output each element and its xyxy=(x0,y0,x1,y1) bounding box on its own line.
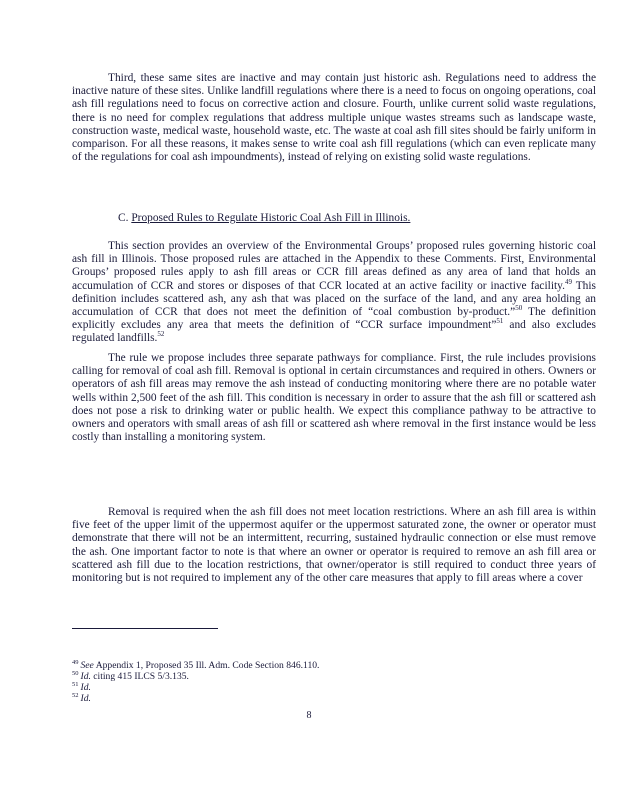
footnote-number: 49 xyxy=(72,658,79,666)
paragraph-third-point: Third, these same sites are inactive and may contain just historic ash. Regulations need to address the inactive nature of these sites. Unlike landfill regulations where there is a need to focus on ongoing operations, coal ash fill regulations need to focus on corrective action and closure. Fourth, unlike current solid waste regulations, there is no need for complex regulations that address multiple unique wastes streams such as landscape waste, construction waste, medical waste, household waste, etc. The waste at coal ash fill sites should be fairly uniform in comparison. For all these reasons, it makes sense to write coal ash fill regulations (which can even replicate many of the regulations for coal ash impoundments), instead of relying on existing solid waste regulations. xyxy=(72,72,596,164)
footnote-number: 50 xyxy=(72,669,79,677)
footnotes xyxy=(72,660,572,704)
footnote-italic: Id. xyxy=(80,682,91,693)
paragraph-overview xyxy=(72,240,596,346)
footnote-text: Appendix 1, Proposed 35 Ill. Adm. Code Section 846.110. xyxy=(93,660,320,671)
paragraph-compliance-pathways: The rule we propose includes three separate pathways for compliance. First, the rule includes provisions calling for removal of coal ash fill. Removal is optional in certain circumstances and required in others. Owners or operators of ash fill areas may remove the ash instead of conducting monitoring where there are no potable water wells within 2,500 feet of the ash fill. This condition is necessary in order to assure that the ash fill or scattered ash does not pose a risk to drinking water or public health. We expect this compliance pathway to be attractive to owners and operators with small areas of ash fill or scattered ash where removal in the first instance would be less costly than installing a monitoring system. xyxy=(72,352,596,444)
overview-text-c: The definition explicitly excludes any area that meets the definition of “CCR surface impoundment” xyxy=(72,306,597,332)
overview-text-a: This section provides an overview of the Environmental Groups’ proposed rules governing historic coal ash fill in Illinois. Those proposed rules are attached in the Appendix to these Comments. First, Environmental Groups’ proposed rules apply to ash fill areas or CCR fill areas defined as any area of land that holds an accumulation of CCR and stores or disposes of that CCR located at an active facility or inactive facility. xyxy=(72,240,596,292)
overview-text-d: and also excludes regulated landfills. xyxy=(72,319,596,345)
footnote-ref-50: 50 xyxy=(515,304,523,313)
footnote-ref-51: 51 xyxy=(496,317,504,326)
footnote-number: 52 xyxy=(72,691,79,699)
footnote xyxy=(72,671,572,682)
section-title: Proposed Rules to Regulate Historic Coal Ash Fill in Illinois. xyxy=(131,212,411,224)
paragraph-removal-required: Removal is required when the ash fill does not meet location restrictions. Where an ash fill area is within five feet of the upper limit of the uppermost aquifer or the uppermost saturated zone, the owner or operator must demonstrate that there will not be an intermittent, recurring, sustained hydraulic connection or else must remove the ash. One important factor to note is that where an owner or operator is required to remove an ash fill area or scattered ash fill due to the location restrictions, that owner/operator is still required to conduct three years of monitoring but is not required to implement any of the other care measures that apply to fill areas where a cover xyxy=(72,506,596,585)
footnote-ref-49: 49 xyxy=(564,277,572,286)
section-heading xyxy=(118,212,410,225)
page-number: 8 xyxy=(306,710,312,721)
footnote-italic: Id. xyxy=(80,693,91,704)
footnote-number: 51 xyxy=(72,680,79,688)
footnote xyxy=(72,660,572,671)
section-marker: C. xyxy=(118,212,129,224)
footnote-separator xyxy=(72,628,218,629)
footnote-italic: Id. xyxy=(80,671,91,682)
footnote-ref-52: 52 xyxy=(157,330,165,339)
footnote xyxy=(72,693,572,704)
footnote-text: citing 415 ILCS 5/3.135. xyxy=(90,671,189,682)
footnote xyxy=(72,682,572,693)
overview-text-b: This definition includes scattered ash, any ash that was placed on the surface of the land, and any area holding an accumulation of CCR that does not meet the definition of “coal combustion by-product.” xyxy=(72,279,596,319)
footnote-italic: See xyxy=(80,660,94,671)
